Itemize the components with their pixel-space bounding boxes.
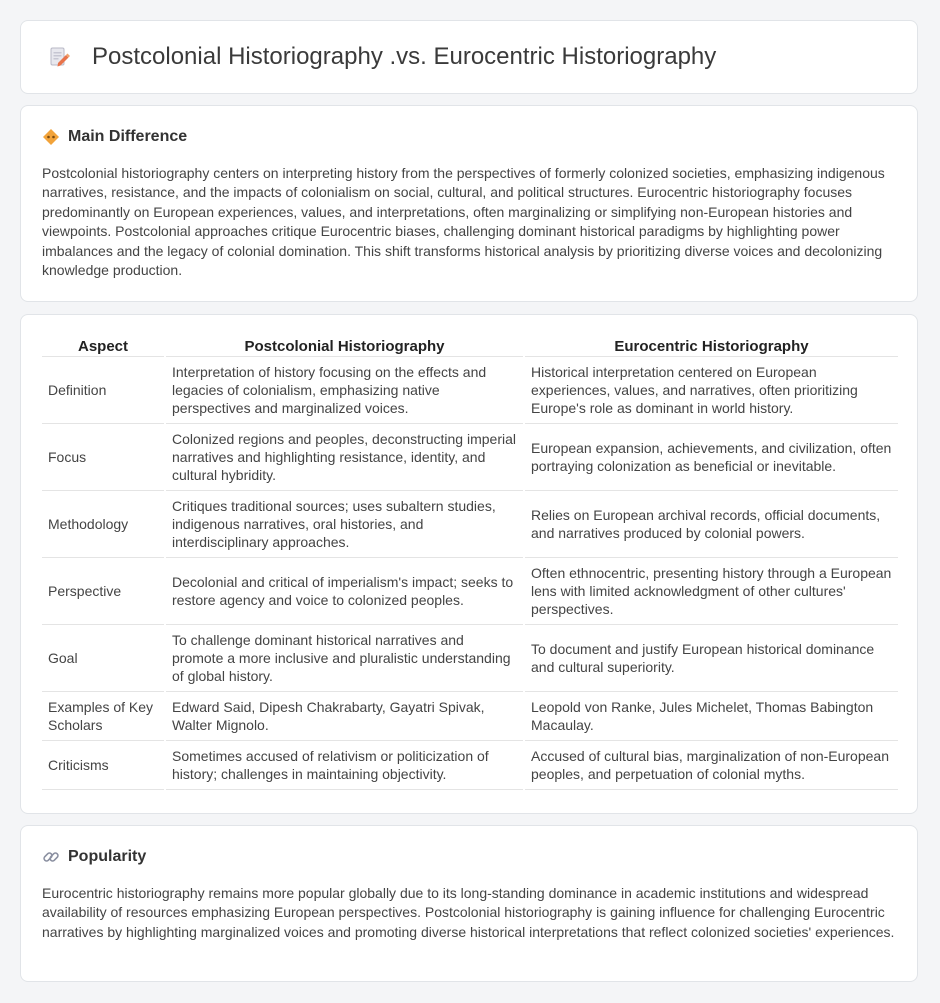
table-row [42,491,898,558]
cell-eurocentric: Historical interpretation centered on European experiences, values, and narratives, often prioritizing Europe's role as dominant in world history. [524,357,898,424]
cell-eurocentric: To document and justify European historical dominance and cultural superiority. [524,625,898,692]
page-title: Postcolonial Historiography .vs. Eurocentric Historiography [92,43,717,70]
popularity-heading [42,848,896,866]
cell-aspect: Criticisms [42,741,165,790]
cell-postcolonial: Edward Said, Dipesh Chakrabarty, Gayatri Spivak, Walter Mignolo. [165,692,524,741]
main-difference-heading [42,128,896,146]
header-aspect: Aspect [42,335,165,357]
link-icon [42,848,60,866]
table-row [42,558,898,625]
comparison-card [20,314,918,814]
cell-aspect: Goal [42,625,165,692]
document-edit-icon [48,46,70,68]
cell-eurocentric: Relies on European archival records, official documents, and narratives produced by colonial powers. [524,491,898,558]
header-postcolonial: Postcolonial Historiography [165,335,524,357]
cell-postcolonial: Interpretation of history focusing on the effects and legacies of colonialism, emphasizing native perspectives and marginalized voices. [165,357,524,424]
cell-postcolonial: To challenge dominant historical narratives and promote a more inclusive and pluralistic understanding of global history. [165,625,524,692]
cell-eurocentric: Leopold von Ranke, Jules Michelet, Thomas Babington Macaulay. [524,692,898,741]
main-difference-title: Main Difference [68,128,188,145]
main-difference-card [20,105,918,302]
cell-aspect: Perspective [42,558,165,625]
diamond-icon [42,128,60,146]
cell-eurocentric: European expansion, achievements, and civilization, often portraying colonization as beneficial or inevitable. [524,424,898,491]
table-row [42,357,898,424]
cell-postcolonial: Sometimes accused of relativism or politicization of history; challenges in maintaining objectivity. [165,741,524,790]
main-difference-text: Postcolonial historiography centers on interpreting history from the perspectives of formerly colonized societies, emphasizing indigenous narratives, resistance, and the impacts of colonialism on social, cultural, and political structures. Eurocentric historiography focuses predominantly on European experiences, values, and interpretations, often marginalizing or simplifying non-European histories and viewpoints. Postcolonial approaches critique Eurocentric biases, challenging dominant historical paradigms by highlighting power imbalances and the legacy of colonial domination. This shift transforms historical analysis by prioritizing diverse voices and decolonizing knowledge production. [42,165,885,279]
popularity-text: Eurocentric historiography remains more popular globally due to its long-standing dominance in academic institutions and widespread availability of resources emphasizing European perspectives. Postcolonial historiography is gaining influence for challenging Eurocentric narratives by highlighting marginalized voices and promoting diverse historical interpretations that reflect colonized societies' experiences. [42,885,895,940]
cell-aspect: Focus [42,424,165,491]
table-header-row [42,335,898,357]
cell-postcolonial: Decolonial and critical of imperialism's impact; seeks to restore agency and voice to colonized peoples. [165,558,524,625]
cell-aspect: Methodology [42,491,165,558]
header-eurocentric: Eurocentric Historiography [524,335,898,357]
popularity-card [20,825,918,982]
cell-aspect: Definition [42,357,165,424]
cell-postcolonial: Critiques traditional sources; uses subaltern studies, indigenous narratives, oral histories, and interdisciplinary approaches. [165,491,524,558]
cell-aspect: Examples of Key Scholars [42,692,165,741]
comparison-table [42,335,898,790]
table-row [42,692,898,741]
cell-eurocentric: Accused of cultural bias, marginalization of non-European peoples, and perpetuation of colonial myths. [524,741,898,790]
cell-eurocentric: Often ethnocentric, presenting history through a European lens with limited acknowledgment of other cultures' perspectives. [524,558,898,625]
table-row [42,741,898,790]
table-row [42,625,898,692]
popularity-title: Popularity [68,848,147,865]
cell-postcolonial: Colonized regions and peoples, deconstructing imperial narratives and highlighting resistance, identity, and cultural hybridity. [165,424,524,491]
table-row [42,424,898,491]
title-card [20,20,918,94]
